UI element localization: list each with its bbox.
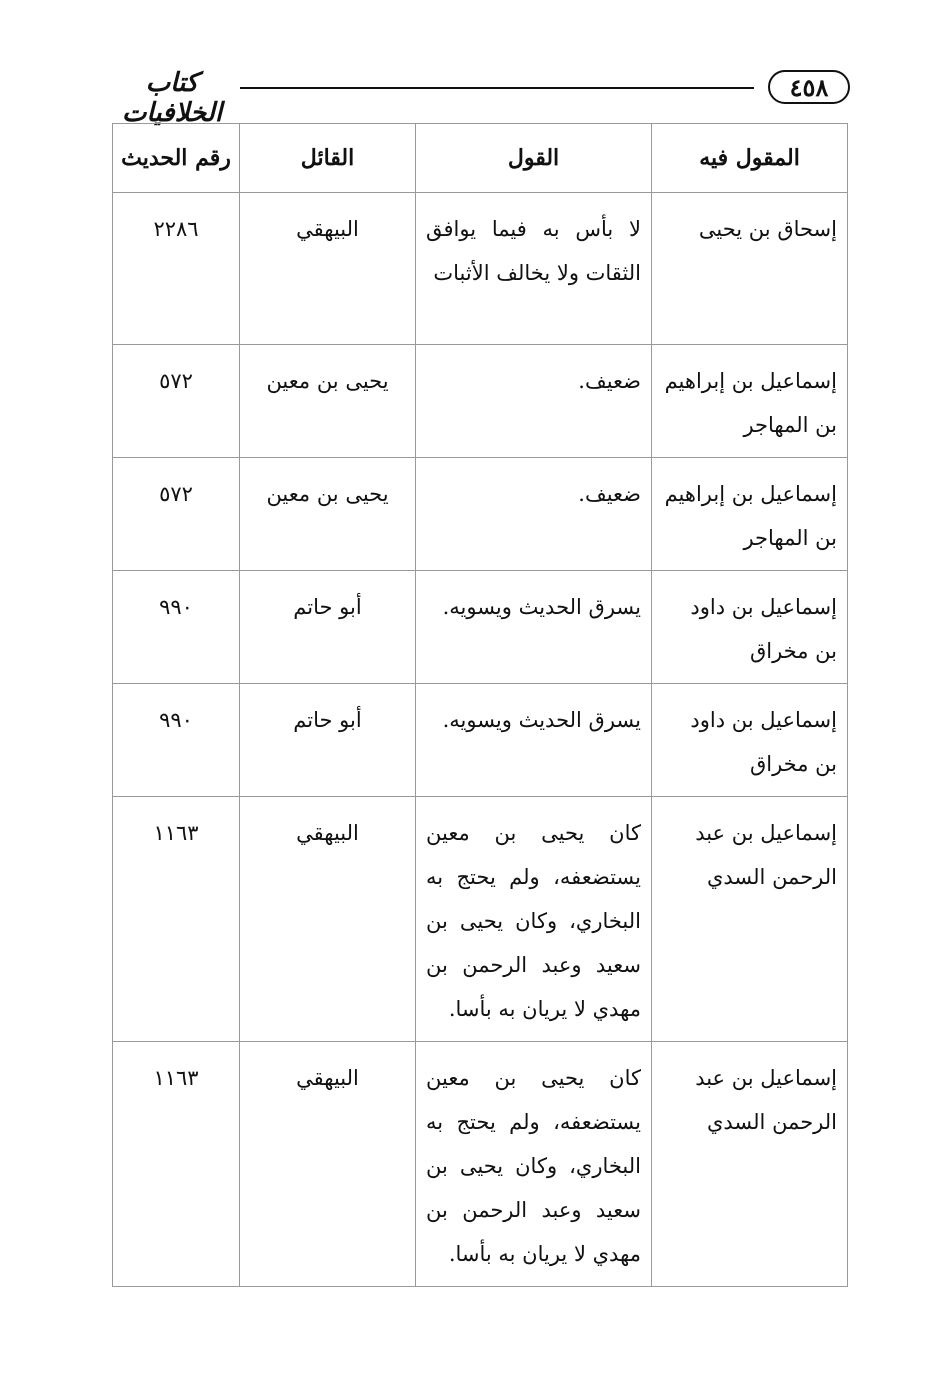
table-row	[113, 1042, 848, 1287]
cell-subject: إسماعيل بن عبد الرحمن السدي	[652, 797, 848, 1042]
page-header	[110, 66, 850, 128]
cell-number: ٢٢٨٦	[113, 193, 240, 345]
table-row	[113, 571, 848, 684]
cell-number: ١١٦٣	[113, 1042, 240, 1287]
cell-speaker: البيهقي	[240, 797, 416, 1042]
cell-quote: لا بأس به فيما يوافق الثقات ولا يخالف الأثبات	[416, 193, 652, 345]
column-header-subject: المقول فيه	[652, 124, 848, 193]
column-header-quote: القول	[416, 124, 652, 193]
cell-number: ٥٧٢	[113, 458, 240, 571]
cell-subject: إسماعيل بن إبراهيم بن المهاجر	[652, 458, 848, 571]
table-row	[113, 458, 848, 571]
table-row	[113, 684, 848, 797]
cell-speaker: يحيى بن معين	[240, 458, 416, 571]
table-row	[113, 797, 848, 1042]
cell-quote: يسرق الحديث ويسويه.	[416, 571, 652, 684]
narrators-table	[112, 123, 848, 1287]
cell-subject: إسماعيل بن إبراهيم بن المهاجر	[652, 345, 848, 458]
cell-number: ١١٦٣	[113, 797, 240, 1042]
table-row	[113, 345, 848, 458]
cell-quote: كان يحيى بن معين يستضعفه، ولم يحتج به البخاري، وكان يحيى بن سعيد وعبد الرحمن بن مهدي لا يريان به بأسا.	[416, 1042, 652, 1287]
header-rule	[240, 87, 754, 89]
cell-quote: يسرق الحديث ويسويه.	[416, 684, 652, 797]
cell-quote: ضعيف.	[416, 458, 652, 571]
cell-speaker: البيهقي	[240, 193, 416, 345]
cell-number: ٥٧٢	[113, 345, 240, 458]
column-header-speaker: القائل	[240, 124, 416, 193]
cell-quote: ضعيف.	[416, 345, 652, 458]
cell-speaker: أبو حاتم	[240, 684, 416, 797]
cell-speaker: أبو حاتم	[240, 571, 416, 684]
book-title: كتاب الخلافيات	[121, 68, 223, 128]
column-header-number: رقم الحديث	[113, 124, 240, 193]
page-number-badge: ٤٥٨	[768, 70, 850, 104]
table-row	[113, 193, 848, 345]
cell-speaker: يحيى بن معين	[240, 345, 416, 458]
cell-subject: إسحاق بن يحيى	[652, 193, 848, 345]
cell-number: ٩٩٠	[113, 684, 240, 797]
table-header-row	[113, 124, 848, 193]
cell-subject: إسماعيل بن داود بن مخراق	[652, 684, 848, 797]
cell-speaker: البيهقي	[240, 1042, 416, 1287]
cell-quote: كان يحيى بن معين يستضعفه، ولم يحتج به البخاري، وكان يحيى بن سعيد وعبد الرحمن بن مهدي لا يريان به بأسا.	[416, 797, 652, 1042]
cell-subject: إسماعيل بن عبد الرحمن السدي	[652, 1042, 848, 1287]
cell-subject: إسماعيل بن داود بن مخراق	[652, 571, 848, 684]
cell-number: ٩٩٠	[113, 571, 240, 684]
